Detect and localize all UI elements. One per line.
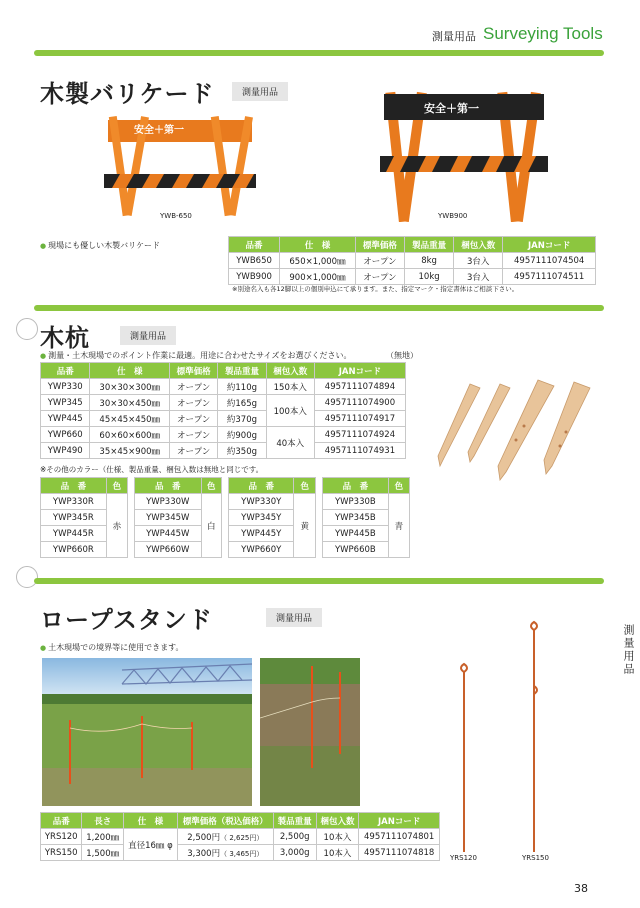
color-name: 黄 bbox=[294, 494, 316, 558]
header-category-en: Surveying Tools bbox=[483, 24, 603, 43]
cell: オープン bbox=[170, 427, 218, 443]
cell: 4957111074894 bbox=[314, 379, 405, 395]
cell-price bbox=[177, 829, 273, 845]
price: 3,300円 bbox=[187, 848, 221, 859]
col-header: 品番 bbox=[41, 813, 82, 829]
cell: 約370g bbox=[218, 411, 266, 427]
table-header-row bbox=[41, 363, 406, 379]
col-header: 製品重量 bbox=[405, 237, 454, 253]
rope-stand-feature: ● 土木現場での境界等に使用できます。 bbox=[40, 642, 183, 653]
color-table-white bbox=[134, 477, 222, 558]
cell: YWP330 bbox=[41, 379, 90, 395]
color-name: 赤 bbox=[106, 494, 127, 558]
barricade-title: 木製バリケード bbox=[40, 80, 215, 108]
cell: 4957111074924 bbox=[314, 427, 405, 443]
cell: YWP330B bbox=[323, 494, 389, 510]
section-divider bbox=[34, 305, 604, 311]
field-photo-embankment bbox=[260, 658, 360, 806]
barricade-feature: ● 現場にも優しい木製バリケード bbox=[40, 240, 160, 251]
col-header: 製品重量 bbox=[218, 363, 266, 379]
table-row bbox=[229, 253, 596, 269]
color-name: 白 bbox=[201, 494, 222, 558]
cell: YWP445Y bbox=[229, 526, 294, 542]
col-header: 品 番 bbox=[41, 478, 107, 494]
rod-yrs120-caption: YRS120 bbox=[450, 854, 477, 862]
cell: 4957111074917 bbox=[314, 411, 405, 427]
price-tax: （ 3,465円） bbox=[220, 849, 264, 858]
cell: YWP345R bbox=[41, 510, 107, 526]
barricade-tag: 測量用品 bbox=[232, 82, 288, 101]
cell-price bbox=[177, 845, 273, 861]
col-header: JANコード bbox=[359, 813, 440, 829]
table-row bbox=[41, 829, 440, 845]
header-category-jp: 測量用品 bbox=[432, 30, 476, 43]
cell: 35×45×900㎜ bbox=[90, 443, 170, 459]
price-tax: （ 2,625円） bbox=[220, 833, 264, 842]
cell: YWP445W bbox=[135, 526, 202, 542]
table-row bbox=[41, 379, 406, 395]
section-divider bbox=[34, 578, 604, 584]
cell-pack-40: 40本入 bbox=[266, 427, 314, 459]
table-row bbox=[41, 395, 406, 411]
page-number: 38 bbox=[574, 882, 588, 895]
col-header: 仕 様 bbox=[280, 237, 356, 253]
other-colors-note: ※その他のカラー（仕様、製品重量、梱包入数は無地と同じです。 bbox=[40, 465, 264, 474]
cell: 45×45×450㎜ bbox=[90, 411, 170, 427]
cell: YWP660Y bbox=[229, 542, 294, 558]
cell: YWP660R bbox=[41, 542, 107, 558]
cell: YWP345 bbox=[41, 395, 90, 411]
col-header: 品 番 bbox=[229, 478, 294, 494]
cell: YWP445 bbox=[41, 411, 90, 427]
col-header: 仕 様 bbox=[123, 813, 177, 829]
cell: 約900g bbox=[218, 427, 266, 443]
cell: 4957111074511 bbox=[503, 269, 596, 285]
col-header: 標準価格 bbox=[355, 237, 404, 253]
cell-pack-100: 100本入 bbox=[266, 395, 314, 427]
cell: 1,500㎜ bbox=[82, 845, 124, 861]
field-photo-bridge bbox=[42, 658, 252, 806]
rope-stand-spec-table bbox=[40, 812, 440, 861]
cell: 10本入 bbox=[316, 845, 359, 861]
cell: 650×1,000㎜ bbox=[280, 253, 356, 269]
cell: 4957111074900 bbox=[314, 395, 405, 411]
cell: 10本入 bbox=[316, 829, 359, 845]
cell: 2,500g bbox=[273, 829, 316, 845]
table-header-row bbox=[229, 237, 596, 253]
col-header: 品番 bbox=[41, 363, 90, 379]
barricade-footnote: ※別途名入も各12脚以上の個別申込にて承ります。また、指定マーク・指定書体はご相談下さい。 bbox=[232, 285, 519, 293]
binder-hole bbox=[16, 566, 38, 588]
cell: オープン bbox=[170, 395, 218, 411]
col-header: 製品重量 bbox=[273, 813, 316, 829]
cell: オープン bbox=[355, 269, 404, 285]
barricade-large-sign: 安全＋第一 bbox=[424, 102, 479, 115]
top-divider bbox=[34, 50, 604, 56]
stake-spec-table bbox=[40, 362, 406, 459]
cell: YWP445B bbox=[323, 526, 389, 542]
col-header: 色 bbox=[106, 478, 127, 494]
price: 2,500円 bbox=[187, 832, 221, 843]
barricade-spec-table bbox=[228, 236, 596, 285]
cell: 約165g bbox=[218, 395, 266, 411]
rope-stand-rods-image bbox=[440, 616, 560, 856]
stake-feature: ● 測量・土木現場でのポイント作業に最適。用途に合わせたサイズをお選びください。 bbox=[40, 350, 351, 361]
cell: 3台入 bbox=[454, 253, 503, 269]
cell: YRS150 bbox=[41, 845, 82, 861]
col-header: JANコード bbox=[314, 363, 405, 379]
table-row bbox=[41, 845, 440, 861]
rope-stand-tag: 測量用品 bbox=[266, 608, 322, 627]
cell: 4957111074931 bbox=[314, 443, 405, 459]
cell: オープン bbox=[170, 411, 218, 427]
rope-stand-title: ロープスタンド bbox=[40, 606, 213, 634]
stake-tag: 測量用品 bbox=[120, 326, 176, 345]
cell: YWP345W bbox=[135, 510, 202, 526]
cell: 4957111074504 bbox=[503, 253, 596, 269]
col-header: 標準価格（税込価格） bbox=[177, 813, 273, 829]
color-name: 青 bbox=[388, 494, 409, 558]
cell: 10kg bbox=[405, 269, 454, 285]
cell: YWP330Y bbox=[229, 494, 294, 510]
cell: YWP445R bbox=[41, 526, 107, 542]
stake-title: 木杭 bbox=[40, 324, 90, 352]
cell: YWP660 bbox=[41, 427, 90, 443]
col-header: 品 番 bbox=[135, 478, 202, 494]
cell: 8kg bbox=[405, 253, 454, 269]
col-header: JANコード bbox=[503, 237, 596, 253]
cell: 150本入 bbox=[266, 379, 314, 395]
col-header: 色 bbox=[388, 478, 409, 494]
stake-plain-note: （無地） bbox=[386, 351, 418, 360]
cell: YWP660W bbox=[135, 542, 202, 558]
cell: 4957111074801 bbox=[359, 829, 440, 845]
cell: オープン bbox=[355, 253, 404, 269]
col-header: 梱包入数 bbox=[266, 363, 314, 379]
cell: YWP345B bbox=[323, 510, 389, 526]
col-header: 梱包入数 bbox=[454, 237, 503, 253]
cell: オープン bbox=[170, 379, 218, 395]
col-header: 梱包入数 bbox=[316, 813, 359, 829]
cell: 900×1,000㎜ bbox=[280, 269, 356, 285]
col-header: 色 bbox=[201, 478, 222, 494]
cell: YWP345Y bbox=[229, 510, 294, 526]
table-row bbox=[41, 411, 406, 427]
table-header-row bbox=[41, 813, 440, 829]
table-row bbox=[41, 443, 406, 459]
cell: 3,000g bbox=[273, 845, 316, 861]
col-header: 品 番 bbox=[323, 478, 389, 494]
wooden-stakes-image bbox=[424, 374, 604, 484]
binder-hole bbox=[16, 318, 38, 340]
color-table-yellow bbox=[228, 477, 316, 558]
cell: YWP490 bbox=[41, 443, 90, 459]
barricade-small-caption: YWB-650 bbox=[160, 212, 192, 220]
barricade-large-caption: YWB900 bbox=[438, 212, 468, 220]
cell: 3台入 bbox=[454, 269, 503, 285]
cell: オープン bbox=[170, 443, 218, 459]
cell: 約350g bbox=[218, 443, 266, 459]
cell: 30×30×300㎜ bbox=[90, 379, 170, 395]
cell: 60×60×600㎜ bbox=[90, 427, 170, 443]
cell: YWB900 bbox=[229, 269, 280, 285]
stake-4 bbox=[544, 382, 590, 474]
barricade-small-sign: 安全＋第一 bbox=[134, 125, 184, 136]
cell: 1,200㎜ bbox=[82, 829, 124, 845]
cell: YWP330W bbox=[135, 494, 202, 510]
cell: 4957111074818 bbox=[359, 845, 440, 861]
col-header: 仕 様 bbox=[90, 363, 170, 379]
table-row bbox=[229, 269, 596, 285]
color-table-red bbox=[40, 477, 128, 558]
rod-yrs150-caption: YRS150 bbox=[522, 854, 549, 862]
side-category-label: 測量用品 bbox=[622, 624, 635, 676]
cell: YWB650 bbox=[229, 253, 280, 269]
cell: YRS120 bbox=[41, 829, 82, 845]
cell: 約110g bbox=[218, 379, 266, 395]
col-header: 長さ bbox=[82, 813, 124, 829]
cell: 30×30×450㎜ bbox=[90, 395, 170, 411]
cell: YWP660B bbox=[323, 542, 389, 558]
col-header: 品番 bbox=[229, 237, 280, 253]
cell-spec: 直径16㎜ φ bbox=[123, 829, 177, 861]
cell: YWP330R bbox=[41, 494, 107, 510]
color-table-blue bbox=[322, 477, 410, 558]
col-header: 標準価格 bbox=[170, 363, 218, 379]
table-row bbox=[41, 427, 406, 443]
col-header: 色 bbox=[294, 478, 316, 494]
